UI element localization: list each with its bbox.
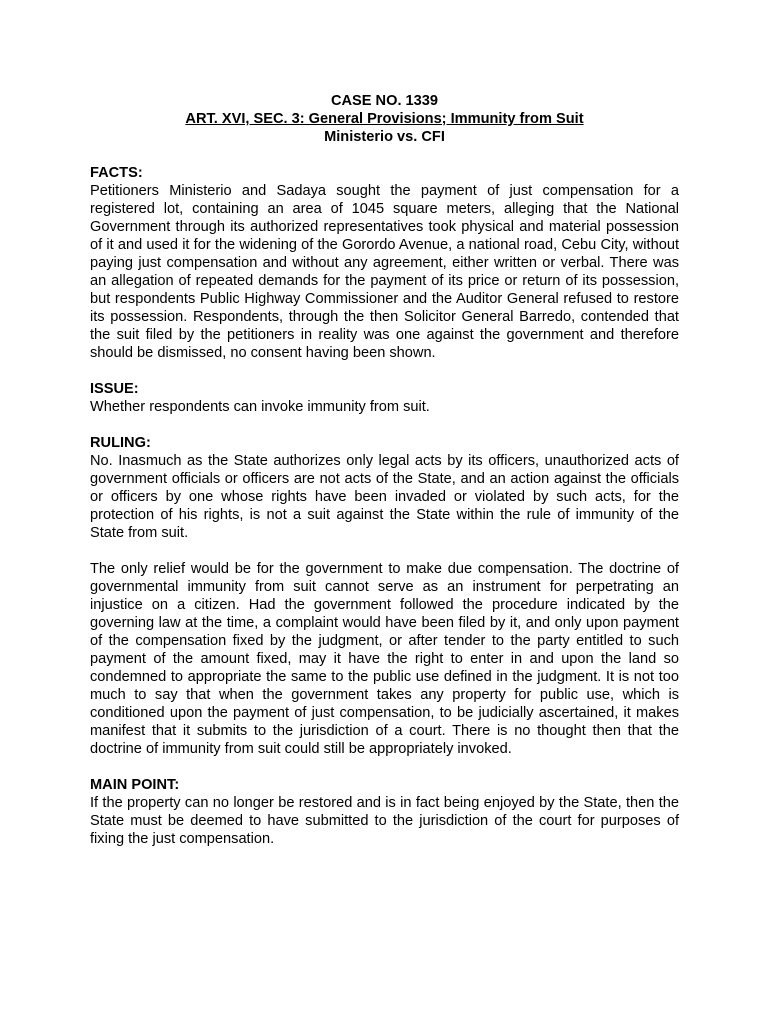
case-parties: Ministerio vs. CFI bbox=[324, 129, 445, 145]
document-page bbox=[90, 92, 679, 866]
facts-section bbox=[90, 164, 679, 362]
ruling-section bbox=[90, 434, 679, 758]
issue-heading: ISSUE: bbox=[90, 381, 139, 397]
ruling-paragraph-1: No. Inasmuch as the State authorizes only legal acts by its officers, unauthorized acts of government officials or officers are not acts of the State, and an action against the officials or officers by one whose rights have been invaded or violated by such acts, for the protection of his rights, is not a suit against the State within the rule of immunity of the State from suit. bbox=[90, 453, 679, 541]
issue-section bbox=[90, 380, 679, 416]
ruling-heading: RULING: bbox=[90, 435, 151, 451]
case-header bbox=[90, 92, 679, 146]
issue-text: Whether respondents can invoke immunity from suit. bbox=[90, 399, 430, 415]
facts-heading: FACTS: bbox=[90, 165, 143, 181]
main-point-heading: MAIN POINT: bbox=[90, 777, 180, 793]
ruling-paragraph-2: The only relief would be for the government to make due compensation. The doctrine of governmental immunity from suit cannot serve as an instrument for perpetrating an injustice on a citizen. Had the government followed the procedure indicated by the governing law at the time, a complaint would have been filed by it, and only upon payment of the compensation fixed by the judgment, or after tender to the party entitled to such payment of the amount fixed, may it have the right to enter in and upon the land so condemned to appropriate the same to the public use defined in the judgment. It is not too much to say that when the government takes any property for public use, which is conditioned upon the payment of just compensation, to be judicially ascertained, it makes manifest that it submits to the jurisdiction of a court. There is no thought then that the doctrine of immunity from suit could still be appropriately invoked. bbox=[90, 561, 679, 757]
article-heading: ART. XVI, SEC. 3: General Provisions; Immunity from Suit bbox=[185, 111, 584, 127]
facts-text: Petitioners Ministerio and Sadaya sought the payment of just compensation for a registered lot, containing an area of 1045 square meters, alleging that the National Government through its authorized representatives took physical and material possession of it and used it for the widening of the Gorordo Avenue, a national road, Cebu City, without paying just compensation and without any agreement, either written or verbal. There was an allegation of repeated demands for the payment of its price or return of its possession, but respondents Public Highway Commissioner and the Auditor General refused to restore its possession. Respondents, through the then Solicitor General Barredo, contended that the suit filed by the petitioners in reality was one against the government and therefore should be dismissed, no consent having been shown. bbox=[90, 183, 679, 361]
main-point-section bbox=[90, 776, 679, 848]
case-number: CASE NO. 1339 bbox=[330, 93, 439, 109]
main-point-text: If the property can no longer be restored and is in fact being enjoyed by the State, then the State must be deemed to have submitted to the jurisdiction of the court for purposes of fixing the just compensation. bbox=[90, 795, 679, 847]
